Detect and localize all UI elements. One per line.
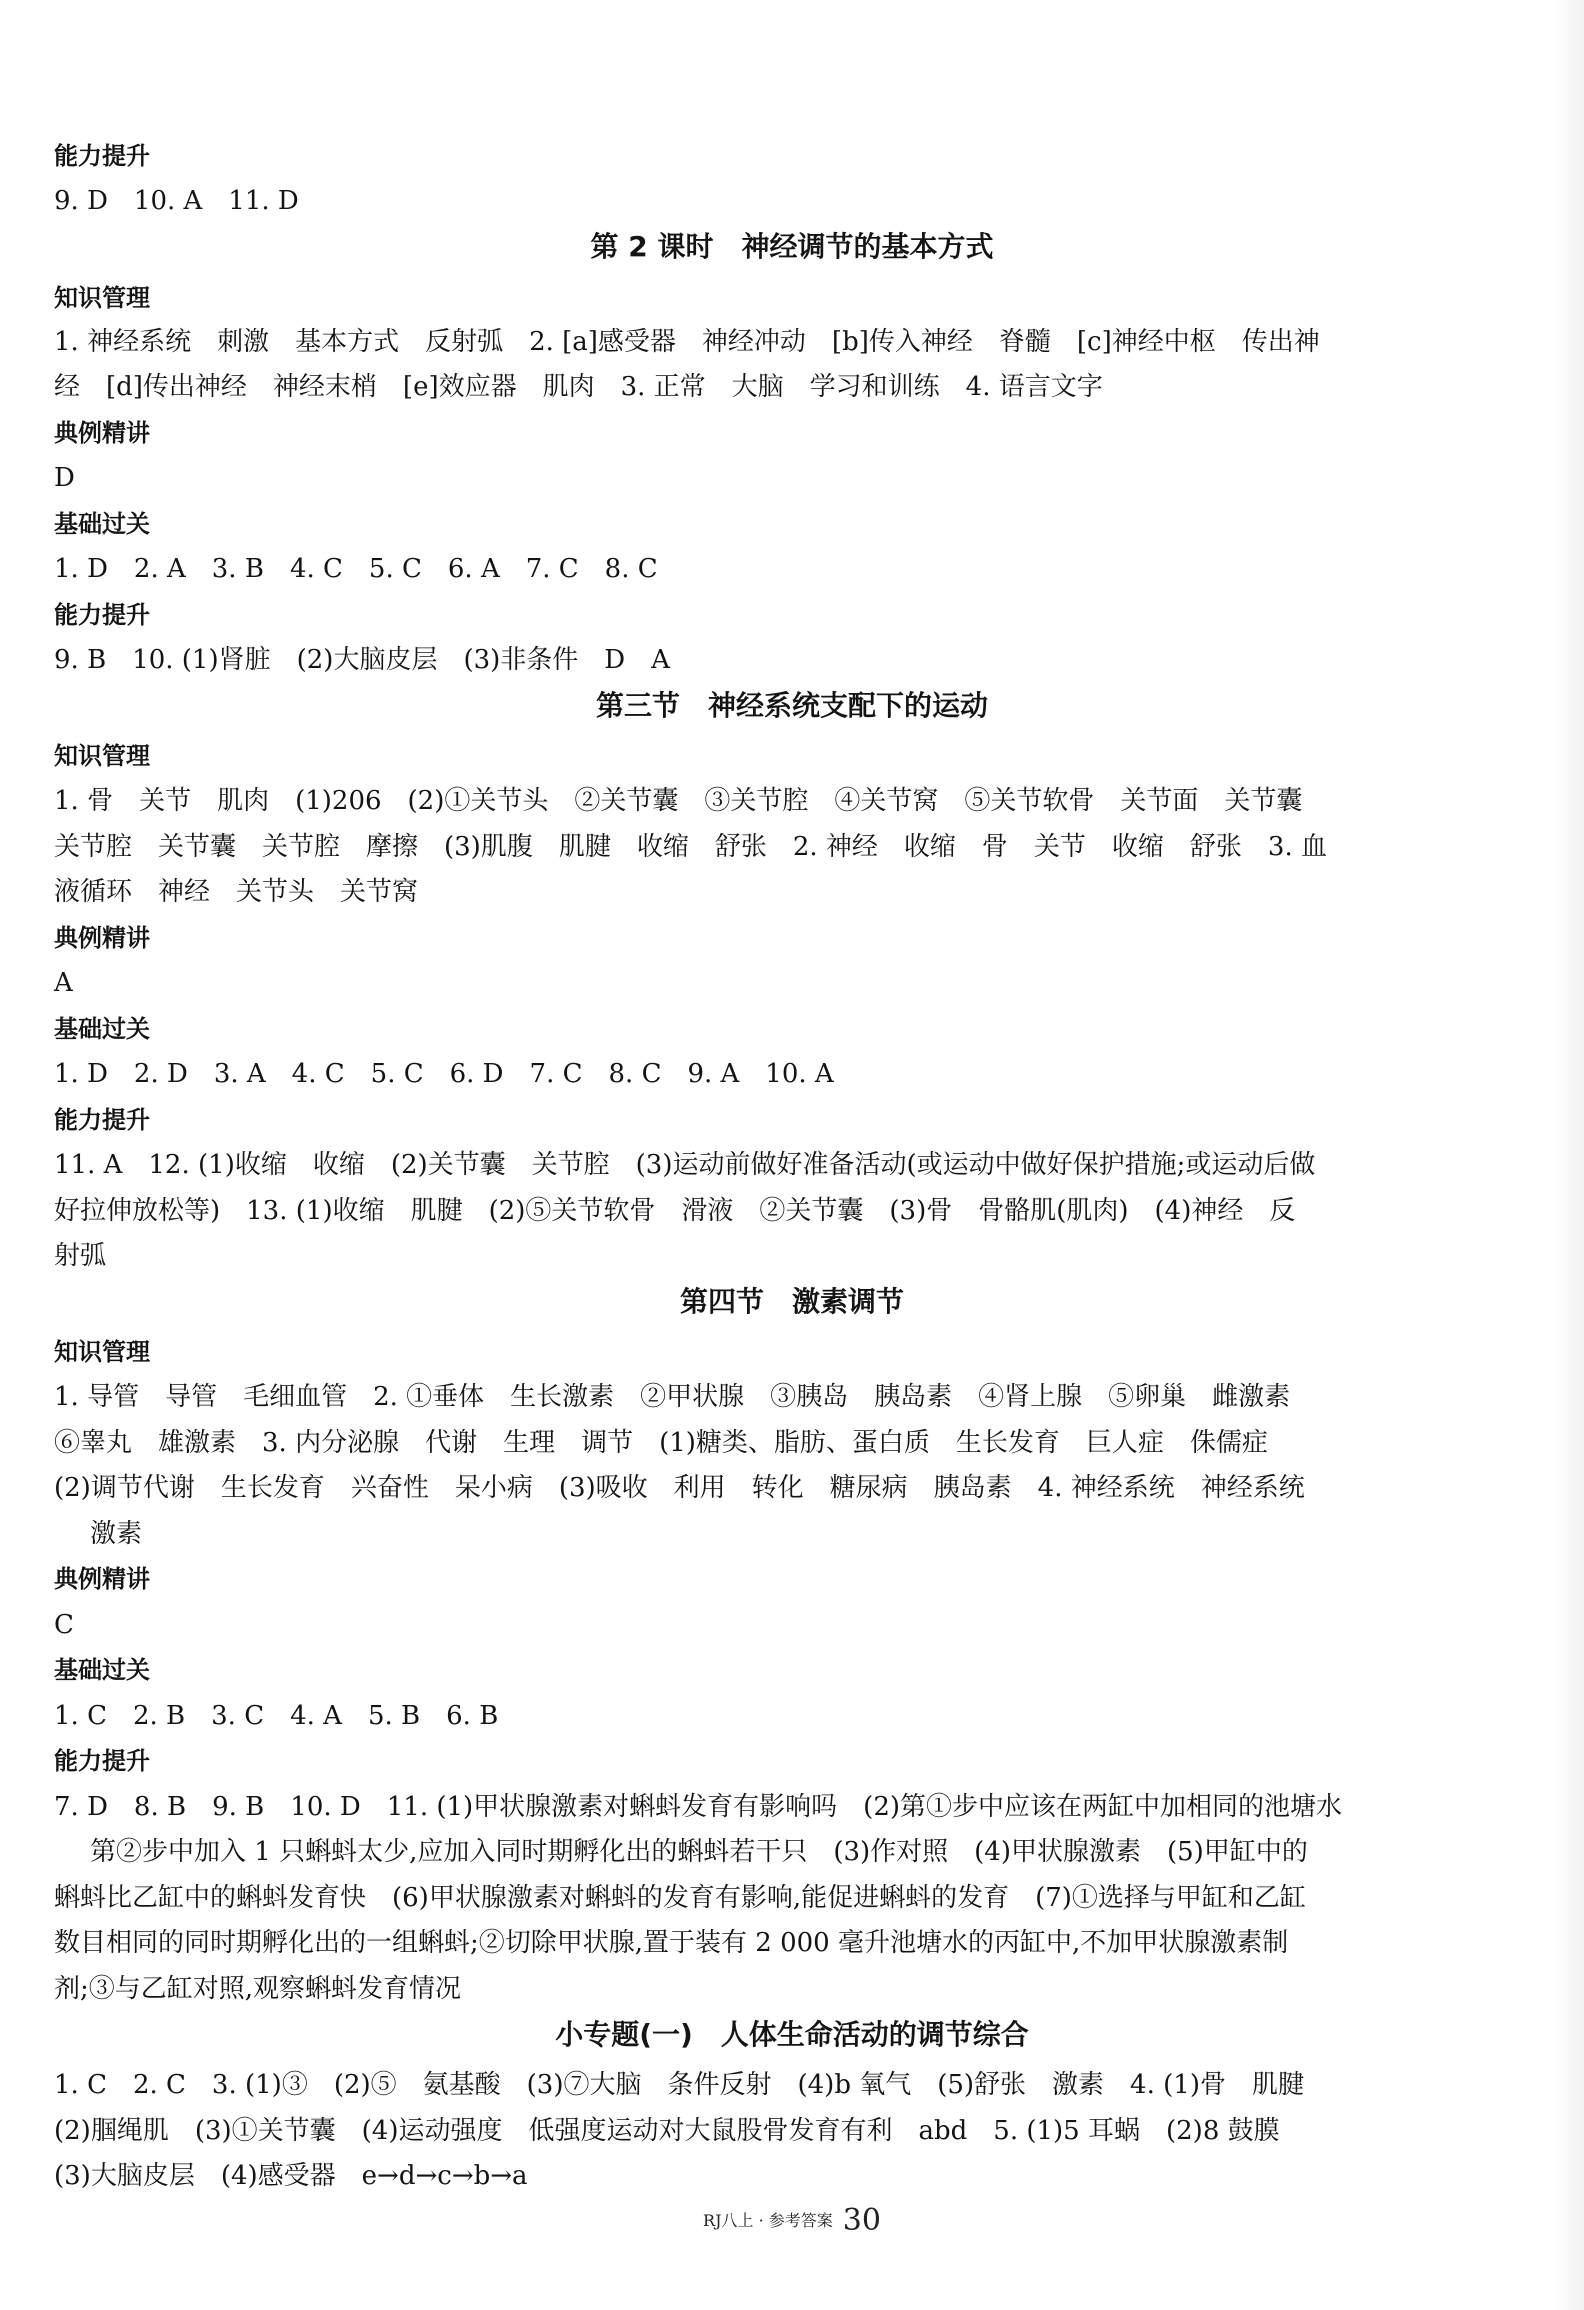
footer-label: RJ八上 · 参考答案: [703, 2211, 833, 2230]
section-heading: 典例精讲: [54, 1565, 150, 1593]
section-heading: 知识管理: [54, 1338, 150, 1366]
lesson-title: 小专题(一) 人体生命活动的调节综合: [555, 2018, 1029, 2051]
answer-line: C: [54, 1610, 74, 1640]
answer-line: (3)大脑皮层 (4)感受器 e→d→c→b→a: [54, 2161, 528, 2191]
answer-line: 液循环 神经 关节头 关节窝: [54, 877, 419, 907]
section-heading: 知识管理: [54, 284, 150, 312]
page-edge-shadow: [1556, 0, 1584, 2310]
answer-line: ⑥睾丸 雄激素 3. 内分泌腺 代谢 生理 调节 (1)糖类、脂肪、蛋白质 生长发育 巨人症 侏儒症: [54, 1428, 1268, 1458]
answer-line: 数目相同的同时期孵化出的一组蝌蚪;②切除甲状腺,置于装有 2 000 毫升池塘水的丙缸中,不加甲状腺激素制: [54, 1928, 1289, 1958]
answer-line: 1. 导管 导管 毛细血管 2. ①垂体 生长激素 ②甲状腺 ③胰岛 胰岛素 ④肾上腺 ⑤卵巢 雌激素: [54, 1382, 1291, 1412]
answer-line: 蝌蚪比乙缸中的蝌蚪发育快 (6)甲状腺激素对蝌蚪的发育有影响,能促进蝌蚪的发育 (7)①选择与甲缸和乙缸: [54, 1883, 1306, 1913]
section-heading: 能力提升: [54, 1106, 150, 1134]
answer-line: 9. D 10. A 11. D: [54, 186, 299, 216]
answer-line: 好拉伸放松等) 13. (1)收缩 肌腱 (2)⑤关节软骨 滑液 ②关节囊 (3)骨 骨骼肌(肌肉) (4)神经 反: [54, 1196, 1296, 1226]
answer-line: A: [54, 968, 73, 998]
section-heading: 基础过关: [54, 510, 150, 538]
answer-line: 1. C 2. B 3. C 4. A 5. B 6. B: [54, 1701, 499, 1731]
answer-line: 11. A 12. (1)收缩 收缩 (2)关节囊 关节腔 (3)运动前做好准备活动(或运动中做好保护措施;或运动后做: [54, 1150, 1316, 1180]
answer-line: 1. D 2. D 3. A 4. C 5. C 6. D 7. C 8. C 9. A 10. A: [54, 1059, 834, 1089]
answer-line: 1. 骨 关节 肌肉 (1)206 (2)①关节头 ②关节囊 ③关节腔 ④关节窝 ⑤关节软骨 关节面 关节囊: [54, 786, 1303, 816]
answer-line: 7. D 8. B 9. B 10. D 11. (1)甲状腺激素对蝌蚪发育有影响吗 (2)第①步中应该在两缸中加相同的池塘水: [54, 1792, 1343, 1822]
page-footer: [0, 2203, 1584, 2239]
section-heading: 典例精讲: [54, 924, 150, 952]
answer-line: 关节腔 关节囊 关节腔 摩擦 (3)肌腹 肌腱 收缩 舒张 2. 神经 收缩 骨 关节 收缩 舒张 3. 血: [54, 832, 1327, 862]
section-heading: 基础过关: [54, 1656, 150, 1684]
section-heading: 知识管理: [54, 742, 150, 770]
section-heading: 基础过关: [54, 1015, 150, 1043]
section-heading: 能力提升: [54, 601, 150, 629]
answer-line: 经 [d]传出神经 神经末梢 [e]效应器 肌肉 3. 正常 大脑 学习和训练 4. 语言文字: [54, 372, 1103, 402]
lesson-title: 第三节 神经系统支配下的运动: [595, 689, 988, 722]
answer-line: 第②步中加入 1 只蝌蚪太少,应加入同时期孵化出的蝌蚪若干只 (3)作对照 (4)甲状腺激素 (5)甲缸中的: [90, 1837, 1308, 1867]
section-heading: 能力提升: [54, 142, 150, 170]
answer-line: (2)调节代谢 生长发育 兴奋性 呆小病 (3)吸收 利用 转化 糖尿病 胰岛素 4. 神经系统 神经系统: [54, 1473, 1305, 1503]
answer-line: 剂;③与乙缸对照,观察蝌蚪发育情况: [54, 1974, 462, 2004]
answer-line: 激素: [90, 1519, 143, 1549]
lesson-title: 第四节 激素调节: [679, 1285, 904, 1318]
answer-line: D: [54, 463, 75, 493]
section-heading: 能力提升: [54, 1747, 150, 1775]
answer-line: 1. 神经系统 刺激 基本方式 反射弧 2. [a]感受器 神经冲动 [b]传入神经 脊髓 [c]神经中枢 传出神: [54, 327, 1320, 357]
answer-line: 1. D 2. A 3. B 4. C 5. C 6. A 7. C 8. C: [54, 554, 658, 584]
page-number: 30: [842, 2203, 881, 2238]
section-heading: 典例精讲: [54, 419, 150, 447]
answer-line: (2)腘绳肌 (3)①关节囊 (4)运动强度 低强度运动对大鼠股骨发育有利 abd 5. (1)5 耳蜗 (2)8 鼓膜: [54, 2116, 1280, 2146]
lesson-title: 第 2 课时 神经调节的基本方式: [590, 230, 994, 263]
answer-line: 射弧: [54, 1241, 107, 1271]
answer-line: 9. B 10. (1)肾脏 (2)大脑皮层 (3)非条件 D A: [54, 645, 670, 675]
answer-line: 1. C 2. C 3. (1)③ (2)⑤ 氨基酸 (3)⑦大脑 条件反射 (4)b 氧气 (5)舒张 激素 4. (1)骨 肌腱: [54, 2070, 1304, 2100]
